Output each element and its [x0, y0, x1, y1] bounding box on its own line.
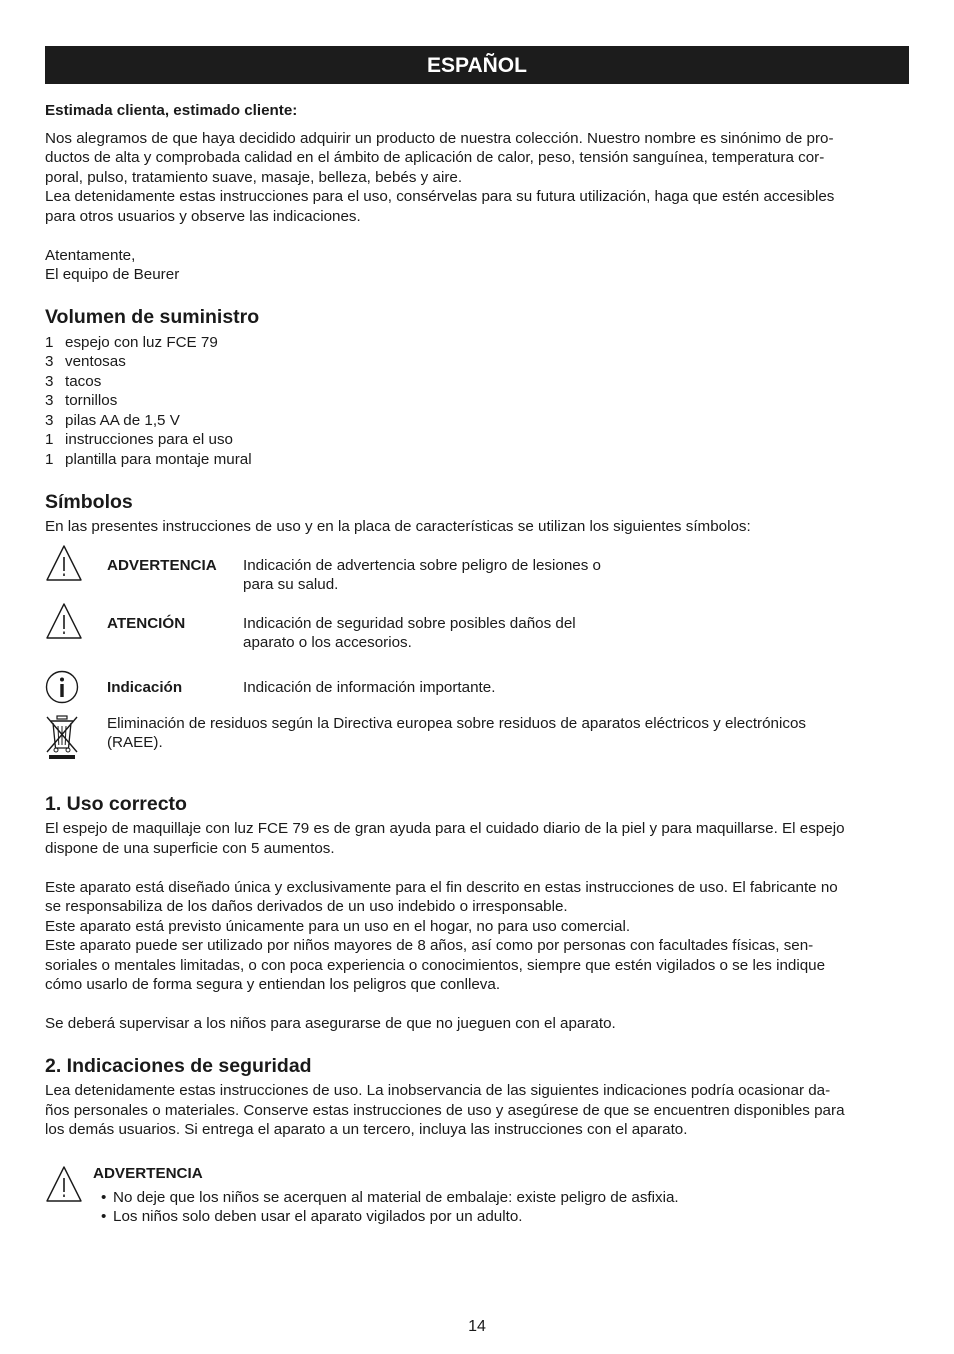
item-text: plantilla para montaje mural — [65, 450, 252, 468]
list-item — [45, 430, 909, 450]
symbols-intro: En las presentes instrucciones de uso y en la placa de características se utilizan los siguientes símbolos: — [45, 518, 751, 535]
description-line: Indicación de advertencia sobre peligro de lesiones o — [243, 556, 601, 574]
intro-line: Lea detenidamente estas instrucciones para el uso, consérvelas para su futura utilización, haga que estén accesibles — [45, 188, 835, 205]
correct-use-paragraph: Se deberá supervisar a los niños para asegurarse de que no jueguen con el aparato. — [45, 1015, 616, 1032]
symbol-label: ATENCIÓN — [107, 614, 186, 632]
bullet-text: Los niños solo deben usar el aparato vigilados por un adulto. — [113, 1208, 523, 1225]
intro-line: Nos alegramos de que haya decidido adquirir un producto de nuestra colección. Nuestro nombre es sinónimo de pro- — [45, 129, 834, 147]
intro-line: ductos de alta y comprobada calidad en el ámbito de aplicación de calor, peso, tensión sanguínea, temperatura cor- — [45, 149, 825, 166]
correct-use-paragraph — [45, 819, 909, 858]
list-item — [45, 372, 909, 392]
correct-use-paragraph — [45, 878, 909, 995]
safety-paragraph — [45, 1081, 909, 1140]
symbol-row-caution — [45, 602, 909, 670]
item-text: ventosas — [65, 353, 126, 370]
paragraph-line: dispone de una superficie con 5 aumentos. — [45, 839, 335, 857]
symbol-description — [243, 614, 663, 653]
list-item — [101, 1207, 679, 1227]
paragraph-line: cómo usarlo de forma segura y entiendan los peligros que conlleva. — [45, 976, 501, 993]
paragraph-line: El espejo de maquillaje con luz FCE 79 es de gran ayuda para el cuidado diario de la piel y para maquillarse. El espejo — [45, 820, 845, 837]
item-qty: 1 — [45, 431, 54, 448]
paragraph-line: se responsabiliza de los daños derivados de un uso indebido o irresponsable. — [45, 898, 568, 915]
supply-list — [45, 333, 909, 470]
bullet-dot: • — [101, 1208, 107, 1225]
paragraph-line: Este aparato está diseñado única y exclusivamente para el fin descrito en estas instrucciones de uso. El fabricante no — [45, 878, 838, 896]
warning-triangle-icon — [45, 1165, 83, 1203]
paragraph-line: ños personales o materiales. Conserve estas instrucciones de uso y asegúrese de que se encuentren disponibles para — [45, 1101, 845, 1119]
description-line: aparato o los accesorios. — [243, 634, 412, 651]
weee-description — [107, 714, 907, 753]
description-line: Eliminación de residuos según la Directiva europea sobre residuos de aparatos eléctricos y electrónicos — [107, 714, 806, 732]
item-qty: 1 — [45, 450, 54, 468]
closing: Atentamente, — [45, 246, 136, 264]
symbol-description — [243, 556, 663, 595]
item-text: instrucciones para el uso — [65, 431, 233, 448]
page-number: 14 — [468, 1318, 486, 1335]
signature: El equipo de Beurer — [45, 266, 180, 283]
greeting: Estimada clienta, estimado cliente: — [45, 102, 298, 119]
safety-title: 2. Indicaciones de seguridad — [45, 1055, 312, 1077]
item-qty: 1 — [45, 333, 54, 351]
supply-section — [45, 305, 909, 470]
warning-title: ADVERTENCIA — [93, 1164, 203, 1182]
paragraph-line: los demás usuarios. Si entrega el aparato a un tercero, incluya las instrucciones con el aparato. — [45, 1121, 688, 1138]
symbols-title: Símbolos — [45, 491, 133, 513]
symbol-label: Indicación — [107, 678, 183, 696]
item-text: espejo con luz FCE 79 — [65, 333, 218, 351]
list-item — [45, 411, 909, 431]
list-item — [45, 391, 909, 411]
manual-page — [45, 46, 909, 1225]
correct-use-title: 1. Uso correcto — [45, 793, 187, 815]
item-qty: 3 — [45, 353, 54, 370]
warning-triangle-icon — [45, 544, 83, 582]
intro-line: poral, pulso, tratamiento suave, masaje, belleza, bebés y aire. — [45, 168, 463, 186]
item-text: pilas AA de 1,5 V — [65, 411, 180, 429]
bullet-text: No deje que los niños se acerquen al material de embalaje: existe peligro de asfixia. — [113, 1188, 679, 1206]
intro-paragraph — [45, 129, 909, 285]
description-line: para su salud. — [243, 576, 339, 593]
correct-use-section — [45, 792, 909, 1034]
warning-list — [101, 1188, 679, 1227]
supply-title: Volumen de suministro — [45, 305, 260, 328]
symbol-row-warning — [45, 544, 909, 602]
symbol-row-info — [45, 670, 909, 714]
item-text: tacos — [65, 372, 102, 390]
symbol-description — [243, 678, 663, 698]
item-qty: 3 — [45, 392, 54, 409]
description-line: Indicación de seguridad sobre posibles daños del — [243, 614, 576, 632]
item-qty: 3 — [45, 411, 54, 429]
description-line: Indicación de información importante. — [243, 678, 496, 696]
caution-triangle-icon — [45, 602, 83, 640]
list-item — [45, 333, 909, 353]
symbols-section — [45, 490, 909, 764]
list-item — [45, 352, 909, 372]
language-banner: ESPAÑOL — [45, 46, 909, 84]
list-item — [45, 450, 909, 470]
safety-section — [45, 1054, 909, 1234]
list-item — [101, 1188, 679, 1208]
item-qty: 3 — [45, 372, 54, 390]
symbol-row-weee — [45, 714, 909, 764]
paragraph-line: soriales o mentales limitadas, o con poca experiencia o conocimientos, siempre que estén vigilados o se les indique — [45, 956, 826, 974]
description-line: (RAEE). — [107, 734, 163, 751]
info-circle-icon — [45, 670, 79, 704]
paragraph-line: Lea detenidamente estas instrucciones de uso. La inobservancia de las siguientes indicaciones podría ocasionar da- — [45, 1082, 831, 1099]
paragraph-line: Este aparato puede ser utilizado por niños mayores de 8 años, así como por personas con facultades físicas, sen- — [45, 937, 814, 954]
paragraph-line: Este aparato está previsto únicamente para un uso en el hogar, no para uso comercial. — [45, 917, 631, 935]
warning-block — [45, 1164, 909, 1234]
crossed-bin-icon — [45, 714, 81, 762]
bullet-dot: • — [101, 1188, 107, 1206]
symbol-label: ADVERTENCIA — [107, 556, 217, 574]
item-text: tornillos — [65, 392, 118, 409]
intro-line: para otros usuarios y observe las indicaciones. — [45, 207, 361, 225]
